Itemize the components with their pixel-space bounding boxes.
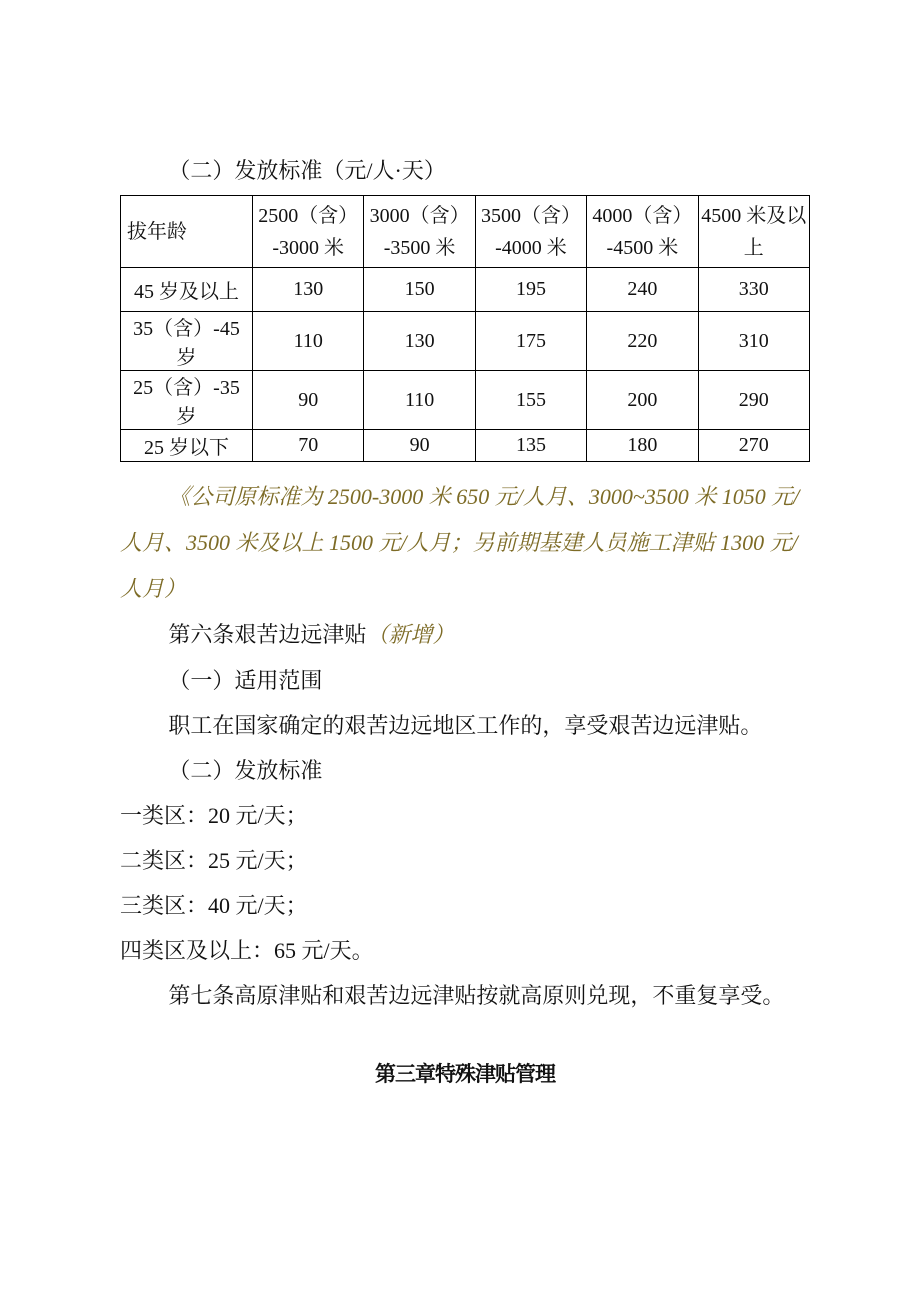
header-line-1: 2500（含） <box>258 204 359 227</box>
header-line-2: -4500 米 <box>606 236 679 259</box>
rate-cell: 155 <box>475 371 586 430</box>
header-line-1: 4000（含） <box>592 204 693 227</box>
rate-cell: 240 <box>587 268 698 312</box>
zone-item: 二类区：25 元/天； <box>120 848 308 873</box>
rate-cell: 90 <box>364 430 475 462</box>
table-row <box>121 371 810 430</box>
rate-cell: 130 <box>364 312 475 371</box>
table-row <box>121 430 810 462</box>
rate-cell: 310 <box>698 312 809 371</box>
rate-cell: 135 <box>475 430 586 462</box>
rate-cell: 150 <box>364 268 475 312</box>
article6-new-tag: （新增） <box>366 622 455 647</box>
article6-heading <box>120 612 810 658</box>
table-row <box>121 268 810 312</box>
header-line-1: 3500（含） <box>480 204 581 227</box>
header-line-2: 上 <box>743 236 764 259</box>
rate-cell: 200 <box>587 371 698 430</box>
scope-text: 职工在国家确定的艰苦边远地区工作的，享受艰苦边远津贴。 <box>168 713 763 738</box>
rate-cell: 110 <box>364 371 475 430</box>
table-column-header <box>587 196 698 268</box>
table-corner-cell: 拔年龄 <box>121 196 253 268</box>
scope-heading: （一）适用范围 <box>168 668 323 693</box>
table-column-header <box>364 196 475 268</box>
row-label: 25（含）-35 岁 <box>121 371 253 430</box>
table-column-header <box>475 196 586 268</box>
rate-cell: 175 <box>475 312 586 371</box>
row-label: 35（含）-45 岁 <box>121 312 253 371</box>
header-line-2: -4000 米 <box>495 236 567 259</box>
standard-heading: （二）发放标准 <box>168 758 323 783</box>
article7-text: 第七条高原津贴和艰苦边远津贴按就高原则兑现，不重复享受。 <box>168 983 785 1008</box>
rate-cell: 330 <box>698 268 809 312</box>
article6-text: 第六条艰苦边远津贴 <box>168 622 367 647</box>
rate-cell: 270 <box>698 430 809 462</box>
zone-item: 三类区：40 元/天； <box>120 893 308 918</box>
header-line-2: -3000 米 <box>272 236 345 259</box>
header-line-1: 3000（含） <box>369 204 470 227</box>
table-row <box>121 312 810 371</box>
table-header-row <box>121 196 810 268</box>
altitude-rate-table <box>120 195 810 462</box>
row-label: 25 岁以下 <box>121 430 253 462</box>
header-line-2: -3500 米 <box>383 236 456 259</box>
section-heading-standard: （二）发放标准（元/人·天） <box>168 158 446 183</box>
rate-cell: 220 <box>587 312 698 371</box>
header-line-1: 4500 米及以 <box>701 204 807 227</box>
zone-item: 四类区及以上：65 元/天。 <box>120 938 374 963</box>
rate-cell: 110 <box>253 312 364 371</box>
chapter3-heading: 第三章特殊津贴管理 <box>375 1063 555 1086</box>
original-standard-note: 《公司原标准为 2500-3000 米 650 元/人月、3000~3500 米 1050 元/人月、3500 米及以上 1500 元/人月；另前期基建人员施工津贴 1300 元/人月） <box>120 484 800 601</box>
zone-item: 一类区：20 元/天； <box>120 803 308 828</box>
rate-cell: 195 <box>475 268 586 312</box>
rate-cell: 130 <box>253 268 364 312</box>
row-label: 45 岁及以上 <box>121 268 253 312</box>
rate-cell: 90 <box>253 371 364 430</box>
table-column-header <box>253 196 364 268</box>
rate-cell: 70 <box>253 430 364 462</box>
rate-cell: 180 <box>587 430 698 462</box>
rate-cell: 290 <box>698 371 809 430</box>
table-column-header <box>698 196 809 268</box>
